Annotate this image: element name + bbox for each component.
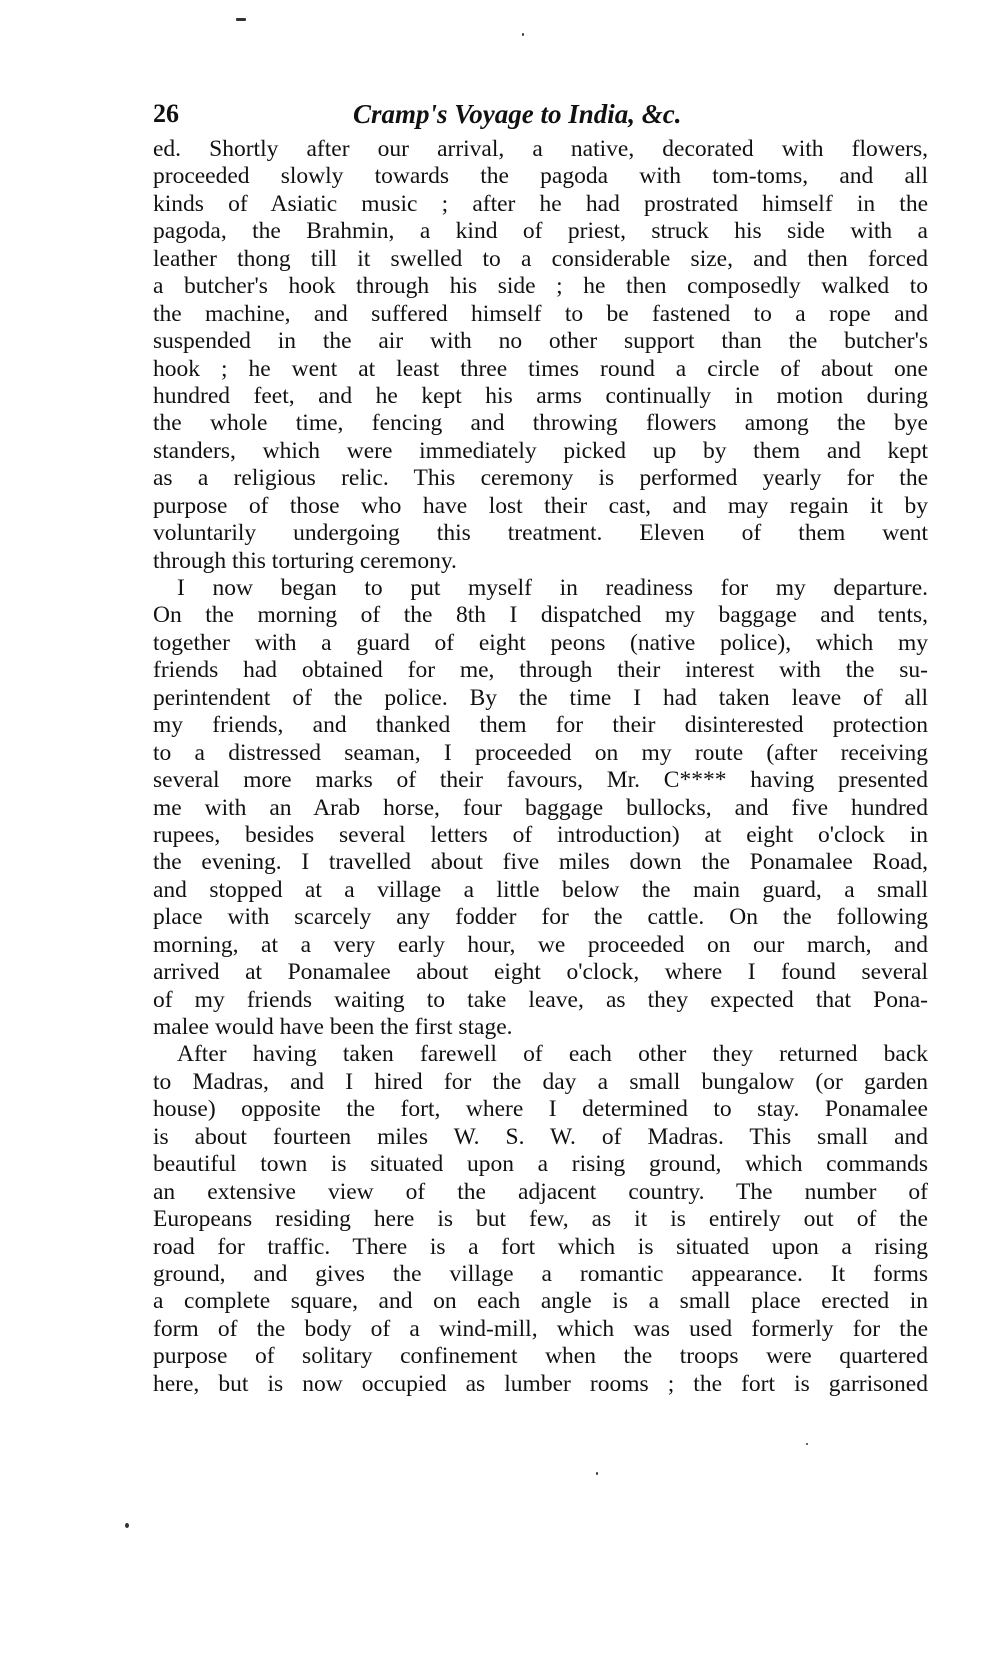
text-line: proceeded slowly towards the pagoda with tom-toms, and all bbox=[153, 163, 928, 190]
text-line: After having taken farewell of each other they returned back bbox=[177, 1041, 928, 1068]
text-line: purpose of those who have lost their cast, and may regain it by bbox=[153, 492, 928, 519]
text-line: morning, at a very early hour, we proceeded on our march, and bbox=[153, 931, 928, 958]
text-line: suspended in the air with no other support than the butcher's bbox=[153, 328, 928, 355]
ink-speck bbox=[236, 18, 246, 21]
text-line: house) opposite the fort, where I determined to stay. Ponamalee bbox=[153, 1096, 928, 1123]
text-line: voluntarily undergoing this treatment. Eleven of them went bbox=[153, 520, 928, 547]
text-line: place with scarcely any fodder for the cattle. On the following bbox=[153, 904, 928, 931]
text-line: hook ; he went at least three times round a circle of about one bbox=[153, 355, 928, 382]
ink-speck bbox=[596, 1472, 598, 1475]
text-line: I now began to put myself in readiness for my departure. bbox=[177, 575, 928, 601]
text-line: me with an Arab horse, four baggage bullocks, and five hundred bbox=[153, 794, 928, 821]
text-line: to Madras, and I hired for the day a small bungalow (or garden bbox=[153, 1068, 928, 1095]
text-line: my friends, and thanked them for their disinterested protection bbox=[153, 712, 928, 739]
text-line: and stopped at a village a little below the main guard, a small bbox=[153, 876, 928, 903]
text-line: On the morning of the 8th I dispatched my baggage and tents, bbox=[153, 602, 928, 629]
text-line: Europeans residing here is but few, as it is entirely out of the bbox=[153, 1206, 928, 1233]
paragraph bbox=[153, 575, 928, 1041]
page-number: 26 bbox=[153, 99, 179, 128]
text-line: arrived at Ponamalee about eight o'clock, where I found several bbox=[153, 959, 928, 986]
text-line: friends had obtained for me, through their interest with the su- bbox=[153, 657, 928, 684]
text-line: an extensive view of the adjacent country. The number of bbox=[153, 1178, 928, 1205]
text-line: as a religious relic. This ceremony is performed yearly for the bbox=[153, 465, 928, 492]
paragraph bbox=[153, 136, 928, 575]
text-line: the machine, and suffered himself to be fastened to a rope and bbox=[153, 300, 928, 327]
paragraph bbox=[153, 1041, 928, 1398]
text-line: standers, which were immediately picked up by them and kept bbox=[153, 437, 928, 464]
running-title: Cramp's Voyage to India, &c. bbox=[353, 99, 682, 129]
text-line: purpose of solitary confinement when the troops were quartered bbox=[153, 1343, 928, 1370]
text-line: hundred feet, and he kept his arms continually in motion during bbox=[153, 382, 928, 409]
text-line: together with a guard of eight peons (native police), which my bbox=[153, 629, 928, 656]
text-line: malee would have been the first stage. bbox=[153, 1014, 513, 1040]
text-line: a complete square, and on each angle is a small place erected in bbox=[153, 1288, 928, 1315]
text-line: form of the body of a wind-mill, which was used formerly for the bbox=[153, 1315, 928, 1342]
text-line: rupees, besides several letters of introduction) at eight o'clock in bbox=[153, 821, 928, 848]
text-line: the whole time, fencing and throwing flowers among the bye bbox=[153, 410, 928, 437]
ink-speck bbox=[806, 1443, 808, 1445]
text-line: is about fourteen miles W. S. W. of Madras. This small and bbox=[153, 1123, 928, 1150]
text-line: through this torturing ceremony. bbox=[153, 547, 457, 574]
body-text bbox=[153, 136, 928, 1398]
text-line: ed. Shortly after our arrival, a native, decorated with flowers, bbox=[153, 136, 928, 162]
page-header bbox=[153, 96, 928, 132]
text-line: road for traffic. There is a fort which is situated upon a rising bbox=[153, 1233, 928, 1260]
text-line: the evening. I travelled about five miles down the Ponamalee Road, bbox=[153, 849, 928, 876]
text-line: kinds of Asiatic music ; after he had prostrated himself in the bbox=[153, 190, 928, 217]
text-line: leather thong till it swelled to a considerable size, and then forced bbox=[153, 245, 928, 272]
text-line: perintendent of the police. By the time I had taken leave of all bbox=[153, 684, 928, 711]
text-line: ground, and gives the village a romantic appearance. It forms bbox=[153, 1260, 928, 1287]
text-line: here, but is now occupied as lumber rooms ; the fort is garrisoned bbox=[153, 1370, 928, 1397]
text-line: several more marks of their favours, Mr. C**** having presented bbox=[153, 767, 928, 794]
ink-speck bbox=[125, 1523, 129, 1528]
ink-speck bbox=[522, 33, 524, 36]
text-line: a butcher's hook through his side ; he then composedly walked to bbox=[153, 273, 928, 300]
text-line: to a distressed seaman, I proceeded on my route (after receiving bbox=[153, 739, 928, 766]
text-line: beautiful town is situated upon a rising ground, which commands bbox=[153, 1151, 928, 1178]
text-line: pagoda, the Brahmin, a kind of priest, struck his side with a bbox=[153, 218, 928, 245]
text-line: of my friends waiting to take leave, as they expected that Pona- bbox=[153, 986, 928, 1013]
